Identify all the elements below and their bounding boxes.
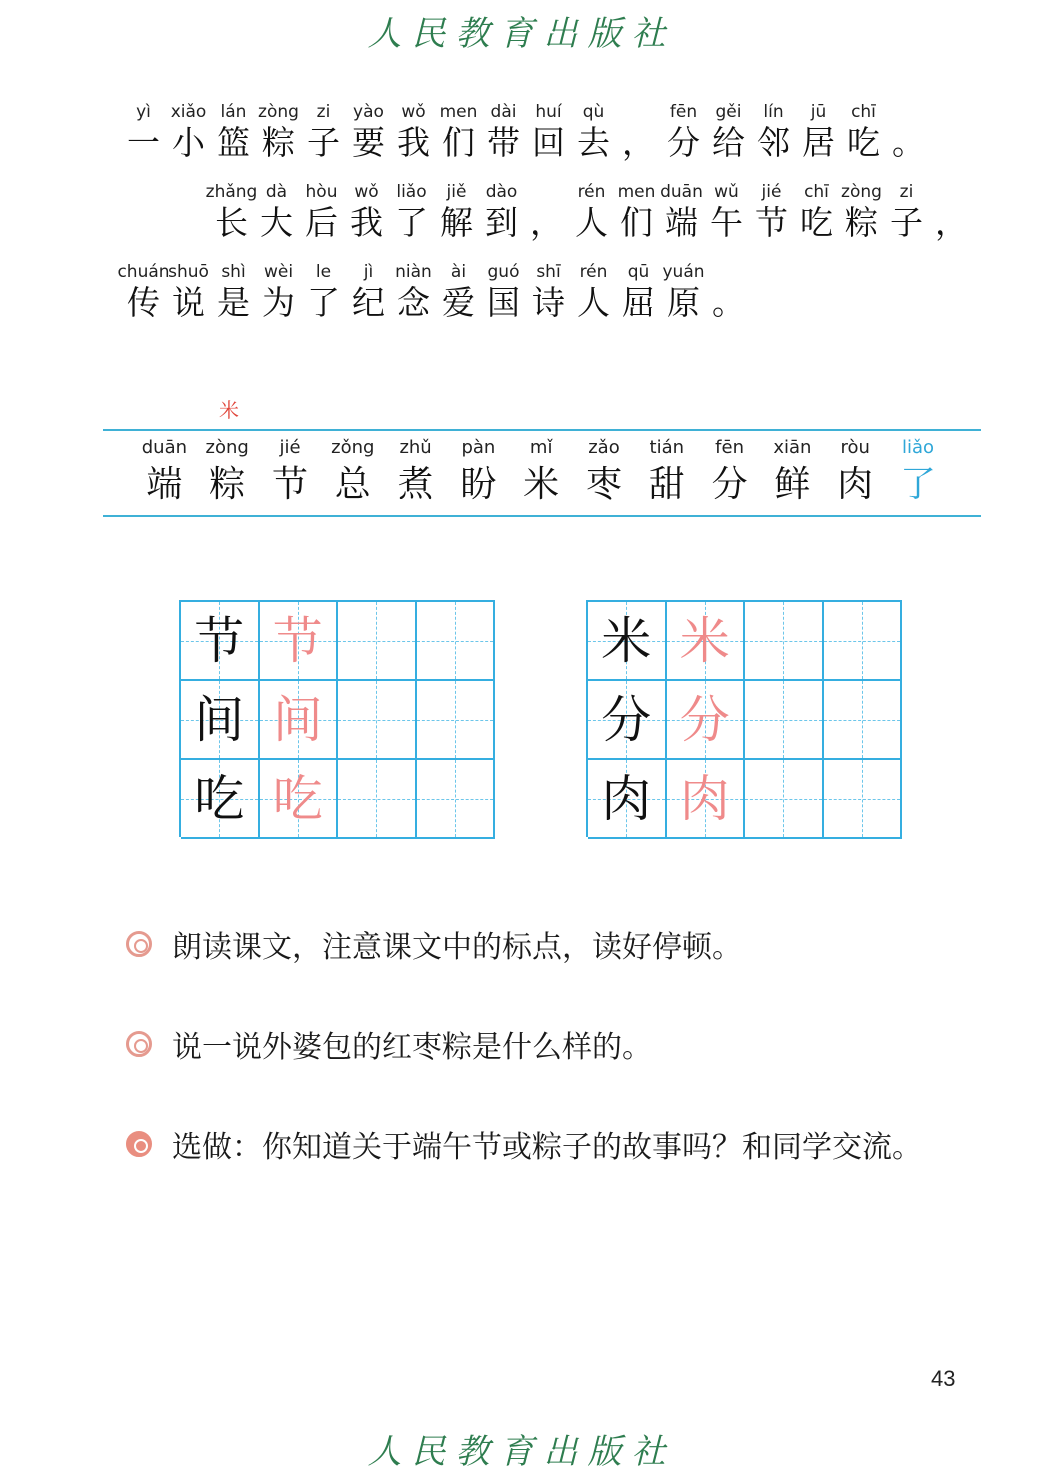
vocab-char xyxy=(384,437,447,507)
hanzi: 小 xyxy=(172,123,205,162)
publisher-watermark-top: 人民教育出版社 xyxy=(367,14,676,54)
pinyin: chī xyxy=(804,182,829,202)
hanzi: 后 xyxy=(305,203,338,242)
hanzi: 一 xyxy=(127,123,160,162)
pinyin: zi xyxy=(899,182,914,202)
pinyin: wǔ xyxy=(714,182,739,202)
hanzi: 说 xyxy=(172,283,205,322)
hanzi: 吃 xyxy=(800,203,833,242)
trace-char: 吃 xyxy=(272,769,323,828)
pinyin: shī xyxy=(536,262,561,282)
task-text: 说一说外婆包的红枣粽是什么样的。 xyxy=(172,1030,652,1065)
grid-cell xyxy=(181,602,260,681)
pinyin: le xyxy=(315,262,332,282)
ruby-char xyxy=(254,181,299,243)
vocab-pinyin: zǎo xyxy=(588,437,620,458)
ruby-char xyxy=(389,181,434,243)
grid-cell-empty xyxy=(745,760,824,839)
pinyin: jié xyxy=(761,182,782,202)
ruby-char xyxy=(436,101,481,163)
pinyin: lán xyxy=(220,102,247,122)
trace-char: 分 xyxy=(679,690,730,749)
pinyin: qū xyxy=(627,262,650,282)
grid-cell-empty xyxy=(417,602,496,681)
pinyin: zòng xyxy=(258,102,299,122)
vocab-pinyin: xiān xyxy=(773,437,812,458)
pinyin: dài xyxy=(490,102,517,122)
grid-cell-empty xyxy=(417,760,496,839)
vocab-top-rule xyxy=(103,429,981,431)
grid-cell xyxy=(588,602,667,681)
ruby-char xyxy=(929,181,974,243)
ruby-char xyxy=(117,261,170,323)
task-bullet-icon xyxy=(126,1031,152,1057)
hanzi: 爱 xyxy=(442,283,475,322)
model-char: 吃 xyxy=(194,769,245,828)
trace-char: 节 xyxy=(272,611,323,670)
vocab-char xyxy=(510,437,573,507)
ruby-char xyxy=(841,101,886,163)
pinyin: men xyxy=(617,182,656,202)
vocab-char xyxy=(447,437,510,507)
ruby-char xyxy=(886,101,931,163)
grid-row xyxy=(181,681,495,760)
pinyin: wǒ xyxy=(354,182,379,202)
pinyin: zòng xyxy=(841,182,882,202)
ruby-char xyxy=(526,261,571,323)
ruby-char xyxy=(569,181,614,243)
writing-grid-left xyxy=(179,600,495,837)
ruby-char xyxy=(706,101,751,163)
pinyin: shì xyxy=(221,262,246,282)
hanzi: 我 xyxy=(397,123,430,162)
ruby-char xyxy=(839,181,884,243)
hanzi: 回 xyxy=(532,123,565,162)
ruby-char xyxy=(706,261,751,323)
pinyin: yào xyxy=(353,102,384,122)
radical-mark: 米 xyxy=(219,398,239,422)
vocab-char xyxy=(824,437,887,507)
vocab-hanzi: 甜 xyxy=(648,464,685,505)
ruby-char xyxy=(391,101,436,163)
trace-char: 间 xyxy=(272,690,323,749)
grid-cell xyxy=(260,681,339,760)
vocab-pinyin: tián xyxy=(649,437,685,458)
ruby-char xyxy=(794,181,839,243)
vocab-hanzi: 鲜 xyxy=(774,464,811,505)
ruby-char xyxy=(436,261,481,323)
hanzi: 人 xyxy=(575,203,608,242)
ruby-char xyxy=(481,101,526,163)
ruby-char xyxy=(524,181,569,243)
hanzi: 长 xyxy=(215,203,248,242)
hanzi: 们 xyxy=(620,203,653,242)
hanzi: 了 xyxy=(307,283,340,322)
grid-cell-empty xyxy=(824,602,903,681)
grid-cell xyxy=(260,760,339,839)
ruby-char xyxy=(211,261,256,323)
vocab-pinyin: ròu xyxy=(840,437,870,458)
model-char: 米 xyxy=(601,611,652,670)
hanzi: 到 xyxy=(485,203,518,242)
ruby-char xyxy=(704,181,749,243)
hanzi: ， xyxy=(935,203,968,242)
hanzi: 人 xyxy=(577,283,610,322)
grid-cell-empty xyxy=(338,681,417,760)
hanzi: 要 xyxy=(352,123,385,162)
hanzi: 解 xyxy=(440,203,473,242)
grid-cell xyxy=(667,681,746,760)
pinyin: jì xyxy=(363,262,374,282)
writing-grid-right xyxy=(586,600,902,837)
ruby-char xyxy=(299,181,344,243)
pinyin: shuō xyxy=(168,262,209,282)
vocab-hanzi: 煮 xyxy=(397,464,434,505)
grid-cell-empty xyxy=(338,602,417,681)
hanzi: ， xyxy=(530,203,563,242)
ruby-char xyxy=(256,101,301,163)
model-char: 肉 xyxy=(601,769,652,828)
hanzi: 们 xyxy=(442,123,475,162)
ruby-char xyxy=(166,101,211,163)
task-item xyxy=(126,922,742,966)
pinyin: duān xyxy=(660,182,703,202)
publisher-watermark-bottom: 人民教育出版社 xyxy=(367,1432,676,1472)
pinyin: chī xyxy=(851,102,876,122)
pinyin: chuán xyxy=(117,262,170,282)
vocab-hanzi: 分 xyxy=(711,464,748,505)
grid-row xyxy=(588,760,902,839)
vocab-hanzi: 节 xyxy=(271,464,308,505)
ruby-char xyxy=(796,101,841,163)
hanzi: 我 xyxy=(350,203,383,242)
hanzi: 。 xyxy=(712,283,745,322)
ruby-char xyxy=(614,181,659,243)
grid-cell-empty xyxy=(745,602,824,681)
grid-cell xyxy=(181,760,260,839)
hanzi: 诗 xyxy=(532,283,565,322)
ruby-char xyxy=(661,261,706,323)
grid-cell-empty xyxy=(824,681,903,760)
hanzi: 大 xyxy=(260,203,293,242)
vocab-pinyin: pàn xyxy=(461,437,496,458)
ruby-char xyxy=(301,101,346,163)
vocab-hanzi: 米 xyxy=(523,464,560,505)
hanzi: 了 xyxy=(395,203,428,242)
ruby-char xyxy=(346,101,391,163)
grid-row xyxy=(181,760,495,839)
pinyin: qù xyxy=(582,102,605,122)
model-char: 节 xyxy=(194,611,245,670)
hanzi: 子 xyxy=(890,203,923,242)
ruby-char xyxy=(749,181,794,243)
ruby-char xyxy=(346,261,391,323)
grid-cell xyxy=(588,760,667,839)
hanzi: 带 xyxy=(487,123,520,162)
hanzi: 粽 xyxy=(845,203,878,242)
trace-char: 肉 xyxy=(679,769,730,828)
ruby-char xyxy=(751,101,796,163)
hanzi: 传 xyxy=(127,283,160,322)
ruby-char xyxy=(344,181,389,243)
hanzi: 为 xyxy=(262,283,295,322)
vocab-pinyin: mǐ xyxy=(529,437,553,458)
hanzi: 节 xyxy=(755,203,788,242)
vocab-hanzi: 枣 xyxy=(585,464,622,505)
ruby-char xyxy=(616,261,661,323)
hanzi: 篮 xyxy=(217,123,250,162)
text-line-3 xyxy=(117,261,751,323)
vocab-char xyxy=(133,437,196,507)
pinyin: rén xyxy=(579,262,608,282)
hanzi: 午 xyxy=(710,203,743,242)
hanzi: 给 xyxy=(712,123,745,162)
vocab-char xyxy=(321,437,384,507)
vocab-bottom-rule xyxy=(103,515,981,517)
page-number: 43 xyxy=(931,1366,956,1391)
pinyin: fēn xyxy=(669,102,698,122)
vocab-char xyxy=(887,437,950,507)
hanzi: 邻 xyxy=(757,123,790,162)
vocab-hanzi: 了 xyxy=(899,464,936,505)
hanzi: 是 xyxy=(217,283,250,322)
pinyin: gěi xyxy=(715,102,742,122)
pinyin: wǒ xyxy=(401,102,426,122)
vocab-pinyin: jié xyxy=(279,437,301,458)
task-bullet-icon xyxy=(126,931,152,957)
grid-row xyxy=(588,681,902,760)
vocab-pinyin: fēn xyxy=(715,437,744,458)
pinyin: jiě xyxy=(446,182,467,202)
ruby-char xyxy=(211,101,256,163)
ruby-char xyxy=(526,101,571,163)
task-text: 朗读课文，注意课文中的标点，读好停顿。 xyxy=(172,930,742,965)
task-text: 选做：你知道关于端午节或粽子的故事吗？和同学交流。 xyxy=(172,1130,922,1165)
vocab-hanzi: 端 xyxy=(146,464,183,505)
pinyin: zhǎng xyxy=(205,182,258,202)
ruby-char xyxy=(661,101,706,163)
pinyin: dà xyxy=(265,182,288,202)
pinyin: hòu xyxy=(305,182,338,202)
grid-cell xyxy=(667,602,746,681)
vocab-hanzi: 总 xyxy=(334,464,371,505)
ruby-char xyxy=(166,261,211,323)
hanzi: 子 xyxy=(307,123,340,162)
hanzi: 去 xyxy=(577,123,610,162)
task-item xyxy=(126,1122,922,1166)
ruby-char xyxy=(301,261,346,323)
ruby-char xyxy=(121,101,166,163)
vocab-char xyxy=(635,437,698,507)
grid-cell xyxy=(588,681,667,760)
grid-row xyxy=(588,602,902,681)
grid-cell-empty xyxy=(417,681,496,760)
pinyin: niàn xyxy=(395,262,432,282)
model-char: 间 xyxy=(194,690,245,749)
ruby-char xyxy=(205,181,258,243)
grid-cell-empty xyxy=(745,681,824,760)
ruby-char xyxy=(479,181,524,243)
text-line-2 xyxy=(205,181,974,243)
vocab-char xyxy=(761,437,824,507)
hanzi: ， xyxy=(622,123,655,162)
pinyin: xiǎo xyxy=(170,102,207,122)
grid-cell xyxy=(667,760,746,839)
vocab-pinyin: liǎo xyxy=(901,437,934,458)
hanzi: 居 xyxy=(802,123,835,162)
ruby-char xyxy=(391,261,436,323)
hanzi: 原 xyxy=(667,283,700,322)
vocab-char xyxy=(196,437,259,507)
vocab-hanzi: 粽 xyxy=(209,464,246,505)
pinyin: guó xyxy=(487,262,520,282)
ruby-char xyxy=(434,181,479,243)
hanzi: 粽 xyxy=(262,123,295,162)
vocab-hanzi: 盼 xyxy=(460,464,497,505)
hanzi: 国 xyxy=(487,283,520,322)
ruby-char xyxy=(571,101,616,163)
ruby-char xyxy=(481,261,526,323)
ruby-char xyxy=(616,101,661,163)
trace-char: 米 xyxy=(679,611,730,670)
model-char: 分 xyxy=(601,690,652,749)
pinyin: jū xyxy=(810,102,827,122)
grid-cell xyxy=(181,681,260,760)
pinyin: rén xyxy=(577,182,606,202)
ruby-char xyxy=(659,181,704,243)
text-line-1 xyxy=(121,101,931,163)
vocab-row xyxy=(133,437,949,507)
task-item xyxy=(126,1022,652,1066)
hanzi: 端 xyxy=(665,203,698,242)
vocab-pinyin: zòng xyxy=(205,437,249,458)
grid-cell-empty xyxy=(338,760,417,839)
vocab-char xyxy=(573,437,636,507)
hanzi: 屈 xyxy=(622,283,655,322)
hanzi: 纪 xyxy=(352,283,385,322)
ruby-char xyxy=(571,261,616,323)
pinyin: men xyxy=(439,102,478,122)
task-bullet-icon xyxy=(126,1131,152,1157)
ruby-char xyxy=(884,181,929,243)
vocab-pinyin: zǒng xyxy=(331,437,375,458)
hanzi: 。 xyxy=(892,123,925,162)
pinyin: zi xyxy=(316,102,331,122)
pinyin: dào xyxy=(485,182,518,202)
grid-cell xyxy=(260,602,339,681)
hanzi: 吃 xyxy=(847,123,880,162)
grid-row xyxy=(181,602,495,681)
vocab-char xyxy=(259,437,322,507)
pinyin: wèi xyxy=(263,262,294,282)
hanzi: 分 xyxy=(667,123,700,162)
pinyin: yuán xyxy=(662,262,705,282)
vocab-pinyin: duān xyxy=(141,437,188,458)
pinyin: lín xyxy=(763,102,784,122)
grid-cell-empty xyxy=(824,760,903,839)
pinyin: ài xyxy=(450,262,467,282)
pinyin: liǎo xyxy=(396,182,427,202)
vocab-pinyin: zhǔ xyxy=(399,437,432,458)
pinyin: yì xyxy=(136,102,151,122)
vocab-char xyxy=(698,437,761,507)
ruby-char xyxy=(256,261,301,323)
vocab-hanzi: 肉 xyxy=(837,464,874,505)
hanzi: 念 xyxy=(397,283,430,322)
pinyin: huí xyxy=(535,102,562,122)
